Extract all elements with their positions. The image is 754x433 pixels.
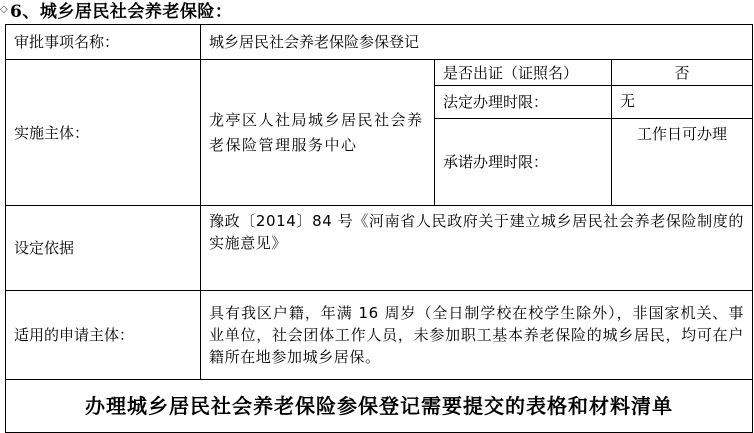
basis-value: 豫政〔2014〕84 号《河南省人民政府关于建立城乡居民社会养老保险制度的实施意见》 — [201, 206, 753, 291]
implementer-label: 实施主体： — [6, 60, 201, 206]
table-row — [6, 206, 753, 291]
implementer-value: 龙亭区人社局城乡居民社会养老保险管理服务中心 — [201, 60, 435, 206]
applicant-label: 适用的申请主体： — [6, 291, 201, 380]
statutory-time-label: 法定办理时限： — [435, 86, 612, 119]
statutory-time-value: 无 — [612, 86, 753, 119]
promised-time-value: 工作日可办理 — [612, 119, 753, 206]
table-row — [6, 60, 753, 86]
table-row — [6, 380, 753, 433]
basis-label: 设定依据 — [6, 206, 201, 291]
diamond-marker-icon: ◇ — [0, 4, 8, 15]
approval-info-table — [5, 24, 753, 433]
certificate-label: 是否出证（证照名） — [435, 60, 612, 86]
table-row — [6, 25, 753, 60]
approval-item-label: 审批事项名称： — [6, 25, 201, 60]
table-row — [6, 291, 753, 380]
certificate-value: 否 — [612, 60, 753, 86]
applicant-value: 具有我区户籍，年满 16 周岁（全日制学校在校学生除外），非国家机关、事业单位，社会团体工作人员，未参加职工基本养老保险的城乡居民，均可在户籍所在地参加城乡居保。 — [201, 291, 753, 380]
promised-time-label: 承诺办理时限： — [435, 119, 612, 206]
materials-list-title: 办理城乡居民社会养老保险参保登记需要提交的表格和材料清单 — [6, 380, 753, 433]
section-heading: 6、城乡居民社会养老保险： — [10, 2, 233, 22]
approval-item-value: 城乡居民社会养老保险参保登记 — [201, 25, 753, 60]
